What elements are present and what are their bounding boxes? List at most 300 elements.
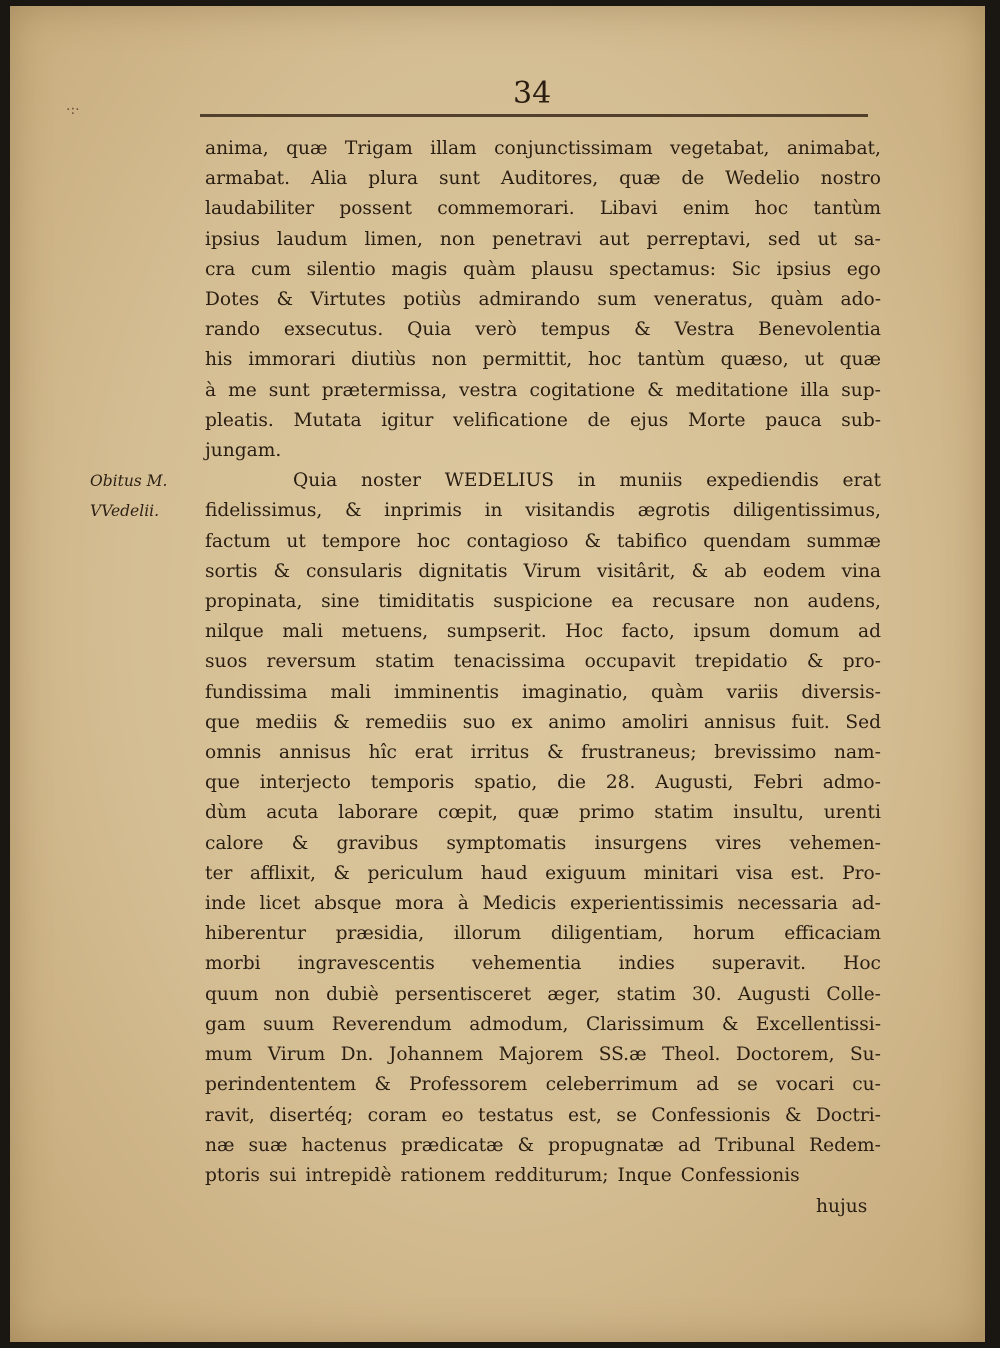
text-word: est, bbox=[568, 1104, 602, 1126]
text-word: Auditores, bbox=[500, 168, 599, 190]
text-word: ut bbox=[804, 349, 824, 371]
text-word: anima, bbox=[205, 138, 269, 159]
text-word: cu- bbox=[852, 1074, 881, 1096]
text-word: hoc bbox=[416, 530, 451, 552]
text-word: Hoc bbox=[843, 953, 881, 975]
text-word: Redem- bbox=[809, 1134, 881, 1156]
text-word: Dotes bbox=[205, 289, 260, 311]
text-word: fidelissimus, bbox=[205, 500, 323, 522]
text-word: dubiè bbox=[326, 983, 379, 1005]
text-word: & bbox=[784, 1104, 802, 1126]
text-word: statim bbox=[375, 651, 435, 673]
text-line bbox=[205, 1161, 881, 1191]
text-word: se bbox=[737, 1074, 758, 1096]
text-word: diligentissimus, bbox=[732, 500, 881, 522]
text-word: Virtutes bbox=[310, 289, 386, 311]
text-word: eodem bbox=[762, 560, 826, 582]
text-word: factum bbox=[205, 530, 271, 552]
text-word: suspicione bbox=[493, 591, 593, 613]
text-word: laborare bbox=[338, 802, 419, 824]
text-word: sui bbox=[268, 1164, 297, 1186]
text-line bbox=[205, 255, 881, 285]
text-word: cogitatione bbox=[529, 379, 636, 401]
text-line bbox=[205, 798, 881, 828]
text-word: timiditatis bbox=[378, 591, 475, 613]
text-word: ipsum bbox=[693, 621, 751, 643]
text-word: nostro bbox=[820, 168, 881, 190]
text-word: enim bbox=[682, 198, 730, 220]
text-line bbox=[205, 1040, 881, 1070]
text-word: ægrotis bbox=[637, 500, 711, 522]
text-word: contagioso bbox=[466, 530, 569, 552]
text-word: non bbox=[753, 591, 789, 613]
text-word: silentio bbox=[306, 258, 376, 280]
text-word: Morte bbox=[687, 409, 746, 431]
text-word: ravit, bbox=[205, 1104, 255, 1126]
header-rule bbox=[200, 114, 868, 117]
text-word: annisus bbox=[278, 742, 351, 764]
text-word: morbi bbox=[205, 953, 261, 975]
text-word: Clarissimum bbox=[585, 1013, 705, 1035]
text-line bbox=[205, 889, 881, 919]
text-word: his bbox=[205, 349, 233, 371]
text-word: reversum bbox=[266, 651, 356, 673]
text-word: propinata, bbox=[205, 591, 303, 613]
text-word: afflixit, bbox=[249, 862, 316, 884]
text-word: Professorem bbox=[409, 1074, 528, 1096]
text-word: sa- bbox=[854, 228, 881, 250]
text-word: plura bbox=[368, 168, 419, 190]
text-word: remediis bbox=[365, 711, 448, 733]
text-word: præsidia, bbox=[335, 923, 425, 945]
text-word: sub- bbox=[841, 409, 881, 431]
text-word: sunt bbox=[439, 168, 480, 190]
text-line bbox=[205, 496, 881, 526]
text-word: domum bbox=[769, 621, 840, 643]
text-word: mali bbox=[282, 621, 324, 643]
text-word: Doctorem, bbox=[735, 1044, 835, 1066]
text-word: acuta bbox=[266, 802, 319, 824]
text-word: sum bbox=[597, 289, 637, 311]
text-word: cum bbox=[250, 258, 292, 280]
text-word: gravibus bbox=[336, 832, 419, 854]
text-word: SS.æ bbox=[598, 1044, 647, 1066]
text-word: vegetabat, bbox=[670, 138, 770, 159]
text-word: æger, bbox=[547, 983, 601, 1005]
text-word: tenacissima bbox=[453, 651, 566, 673]
text-word: Johannem bbox=[388, 1044, 484, 1066]
text-word: Confessionis bbox=[680, 1164, 800, 1186]
text-word: laudum bbox=[276, 228, 348, 250]
text-word: armabat. bbox=[205, 168, 291, 190]
text-word: pro- bbox=[842, 651, 881, 673]
text-word: experientissimis bbox=[569, 893, 724, 915]
text-word: meditatione bbox=[675, 379, 789, 401]
text-word: occupavit bbox=[584, 651, 676, 673]
text-word: Mutata bbox=[293, 409, 362, 431]
text-word: & bbox=[333, 711, 350, 733]
text-word: minitari bbox=[643, 862, 719, 884]
text-word: nilque bbox=[205, 621, 264, 643]
text-line bbox=[205, 859, 881, 889]
text-word: hoc bbox=[587, 349, 622, 371]
text-word: quæ bbox=[517, 802, 560, 824]
text-word: ad bbox=[858, 621, 881, 643]
text-word: die bbox=[557, 772, 586, 794]
text-word: Libavi bbox=[599, 198, 658, 220]
text-word: Augusti bbox=[737, 983, 811, 1005]
text-word: amoliri bbox=[621, 711, 689, 733]
text-word: Alia bbox=[310, 168, 348, 190]
text-word: & bbox=[634, 319, 651, 341]
text-word: que bbox=[205, 711, 240, 733]
text-word: indies bbox=[618, 953, 675, 975]
text-word: audens, bbox=[807, 591, 881, 613]
text-word: insultu, bbox=[733, 802, 804, 824]
text-word: metuens, bbox=[341, 621, 429, 643]
text-word: superavit. bbox=[711, 953, 807, 975]
text-word: urenti bbox=[823, 802, 881, 824]
catchword: hujus bbox=[816, 1196, 868, 1217]
text-word: efficaciam bbox=[784, 923, 881, 945]
text-word: ejus bbox=[630, 409, 669, 431]
text-word: vires bbox=[715, 832, 762, 854]
text-word: & bbox=[291, 832, 309, 854]
text-word: plausu bbox=[531, 258, 594, 280]
text-line bbox=[205, 436, 881, 466]
text-line bbox=[205, 527, 881, 557]
text-line bbox=[205, 949, 881, 979]
page-number: 34 bbox=[513, 76, 552, 111]
text-word: & bbox=[374, 1074, 391, 1096]
text-word: fundissima bbox=[205, 681, 308, 703]
text-word: sumpserit. bbox=[446, 621, 547, 643]
text-word: visa bbox=[736, 862, 774, 884]
text-word: celeberrimum bbox=[545, 1074, 678, 1096]
text-word: fuit. bbox=[791, 711, 830, 733]
text-word: Virum bbox=[523, 560, 581, 582]
text-word: diligentiam, bbox=[550, 923, 664, 945]
text-line bbox=[205, 980, 881, 1010]
text-word: non bbox=[274, 983, 310, 1005]
text-word: immorari bbox=[248, 349, 336, 371]
text-word: perindententem bbox=[205, 1074, 357, 1096]
text-word: Sic bbox=[731, 258, 761, 280]
text-word: exiguum bbox=[545, 862, 627, 884]
margin-note-line: Obitus M. bbox=[90, 472, 168, 490]
text-word: & bbox=[806, 651, 824, 673]
text-word: tempus bbox=[540, 319, 611, 341]
text-word: testatus bbox=[477, 1104, 554, 1126]
text-word: dignitatis bbox=[418, 560, 508, 582]
text-line bbox=[205, 1010, 881, 1040]
text-word: Majorem bbox=[498, 1044, 584, 1066]
text-word: sine bbox=[321, 591, 360, 613]
text-word: muniis bbox=[619, 470, 683, 492]
text-word: diutiùs bbox=[351, 349, 416, 371]
text-word: disertéq; bbox=[269, 1104, 354, 1126]
text-word: ea bbox=[611, 591, 634, 613]
text-word: imminentis bbox=[393, 681, 500, 703]
text-word: Excellentissi- bbox=[755, 1013, 881, 1035]
text-word: prædicatæ bbox=[400, 1134, 504, 1156]
text-word: periculum bbox=[367, 862, 464, 884]
text-word: pauca bbox=[765, 409, 822, 431]
text-word: vestra bbox=[459, 379, 518, 401]
text-line bbox=[205, 406, 881, 436]
margin-note-line: VVedelii. bbox=[90, 502, 160, 520]
text-word: quendam bbox=[703, 530, 791, 552]
text-word: erat bbox=[842, 470, 881, 492]
body-text bbox=[205, 134, 881, 1191]
text-word: permittit, bbox=[482, 349, 573, 371]
text-word: sup- bbox=[841, 379, 881, 401]
text-line bbox=[205, 225, 881, 255]
text-line bbox=[205, 708, 881, 738]
text-word: suum bbox=[263, 1013, 315, 1035]
text-line bbox=[205, 164, 881, 194]
text-word: quæ bbox=[839, 349, 881, 371]
text-word: commemorari. bbox=[437, 198, 575, 220]
text-word: tabifico bbox=[616, 530, 688, 552]
text-word: exsecutus. bbox=[283, 319, 384, 341]
text-word: mum bbox=[205, 1044, 253, 1066]
text-word: Benevolentia bbox=[758, 319, 881, 341]
text-word: rationem bbox=[400, 1164, 486, 1186]
text-word: & bbox=[647, 379, 664, 401]
text-word: ipsius bbox=[776, 258, 832, 280]
text-word: næ bbox=[205, 1134, 235, 1156]
text-word: trepidatio bbox=[694, 651, 788, 673]
text-word: & bbox=[721, 1013, 739, 1035]
text-word: absque bbox=[314, 893, 382, 915]
text-word: inprimis bbox=[384, 500, 462, 522]
text-word: Pro- bbox=[842, 862, 881, 884]
text-word: est. bbox=[790, 862, 825, 884]
text-line bbox=[205, 587, 881, 617]
text-word: Theol. bbox=[662, 1044, 721, 1066]
text-word: quàm bbox=[651, 681, 704, 703]
text-word: pleatis. bbox=[205, 409, 274, 431]
text-word: non bbox=[431, 349, 467, 371]
book-page bbox=[10, 6, 985, 1342]
text-word: tantùm bbox=[813, 198, 881, 220]
text-word: verò bbox=[475, 319, 517, 341]
text-word: à bbox=[205, 379, 217, 401]
text-word: Febri bbox=[753, 772, 803, 794]
text-word: licet bbox=[259, 893, 301, 915]
text-word: vehemen- bbox=[789, 832, 881, 854]
text-word: velificatione bbox=[452, 409, 568, 431]
text-line bbox=[205, 1131, 881, 1161]
text-word: vehementia bbox=[471, 953, 582, 975]
text-word: Trigam bbox=[344, 138, 413, 159]
text-word: Vestra bbox=[674, 319, 735, 341]
text-word: calore bbox=[205, 832, 264, 854]
text-word: coram bbox=[367, 1104, 427, 1126]
text-word: hoc bbox=[754, 198, 789, 220]
text-word: non bbox=[439, 228, 476, 250]
text-word: Inque bbox=[617, 1164, 672, 1186]
text-word: admodum, bbox=[469, 1013, 569, 1035]
text-word: ex bbox=[511, 711, 533, 733]
text-word: & bbox=[691, 560, 709, 582]
text-word: sunt bbox=[268, 379, 310, 401]
text-word: Confessionis bbox=[651, 1104, 771, 1126]
text-word: spatio, bbox=[474, 772, 538, 794]
text-line bbox=[205, 557, 881, 587]
text-word: noster bbox=[360, 470, 422, 492]
text-word: ab bbox=[723, 560, 747, 582]
page-edge-mark: ·:· bbox=[66, 102, 80, 118]
text-word: consularis bbox=[305, 560, 403, 582]
text-word: tantùm bbox=[637, 349, 705, 371]
text-word: WEDELIUS bbox=[444, 470, 555, 492]
text-word: ado- bbox=[840, 289, 881, 311]
text-word: Hoc bbox=[565, 621, 604, 643]
text-word: Colle- bbox=[826, 983, 881, 1005]
text-word: redditurum; bbox=[494, 1164, 609, 1186]
text-line bbox=[205, 466, 881, 496]
text-word: mali bbox=[330, 681, 371, 703]
text-word: & bbox=[333, 862, 350, 884]
text-word: quæso, bbox=[720, 349, 789, 371]
text-word: suo bbox=[462, 711, 496, 733]
text-word: cœpit, bbox=[437, 802, 498, 824]
text-word: conjunctissimam bbox=[494, 138, 653, 159]
text-line bbox=[205, 919, 881, 949]
text-word: perreptavi, bbox=[646, 228, 752, 250]
text-word: magis bbox=[391, 258, 448, 280]
text-word: haud bbox=[480, 862, 528, 884]
text-line bbox=[205, 1101, 881, 1131]
text-word: hiberentur bbox=[205, 923, 307, 945]
text-word: Sed bbox=[845, 711, 881, 733]
text-word: rando bbox=[205, 319, 261, 341]
text-line bbox=[205, 768, 881, 798]
text-word: & bbox=[546, 742, 564, 764]
text-word: imaginatio, bbox=[521, 681, 629, 703]
text-word: hîc bbox=[368, 742, 397, 764]
text-word: 30. bbox=[692, 983, 722, 1005]
text-word: irritus bbox=[470, 742, 530, 764]
text-word: Quia bbox=[293, 470, 338, 492]
text-word: statim bbox=[616, 983, 676, 1005]
text-line bbox=[205, 315, 881, 345]
text-word: Augusti, bbox=[655, 772, 734, 794]
text-word: admirando bbox=[478, 289, 581, 311]
text-word: quæ bbox=[286, 138, 328, 159]
text-word: necessaria bbox=[737, 893, 838, 915]
text-word: ad- bbox=[851, 893, 881, 915]
text-word: de bbox=[681, 168, 705, 190]
margin-note bbox=[90, 466, 200, 526]
text-word: potiùs bbox=[403, 289, 462, 311]
text-word: ut bbox=[817, 228, 837, 250]
text-line bbox=[205, 345, 881, 375]
text-word: sed bbox=[768, 228, 801, 250]
text-word: statim bbox=[654, 802, 714, 824]
text-word: 28. bbox=[605, 772, 636, 794]
text-word: me bbox=[228, 379, 257, 401]
text-word: penetravi bbox=[492, 228, 582, 250]
text-word: mediis bbox=[255, 711, 318, 733]
text-word: dùm bbox=[205, 802, 247, 824]
text-word: ut bbox=[286, 530, 306, 552]
text-word: interjecto bbox=[259, 772, 351, 794]
text-word: & bbox=[584, 530, 601, 552]
text-word: suos bbox=[205, 651, 248, 673]
text-word: sortis bbox=[205, 560, 258, 582]
text-word: vina bbox=[841, 560, 881, 582]
text-word: ad bbox=[696, 1074, 720, 1096]
text-word: ingravescentis bbox=[297, 953, 435, 975]
text-line bbox=[205, 617, 881, 647]
text-word: illa bbox=[800, 379, 830, 401]
text-word: omnis bbox=[205, 742, 262, 764]
text-word: diversis- bbox=[801, 681, 881, 703]
text-word: erat bbox=[414, 742, 454, 764]
text-word: expediendis bbox=[706, 470, 819, 492]
text-word: ter bbox=[205, 862, 233, 884]
text-word: cra bbox=[205, 258, 236, 280]
text-word: se bbox=[616, 1104, 637, 1126]
text-line bbox=[205, 134, 881, 164]
text-word: variis bbox=[726, 681, 779, 703]
text-word: veneratus, bbox=[653, 289, 754, 311]
text-word: Virum bbox=[267, 1044, 326, 1066]
text-word: que bbox=[205, 772, 240, 794]
text-word: nam- bbox=[833, 742, 881, 764]
text-line bbox=[205, 285, 881, 315]
text-word: quàm bbox=[462, 258, 516, 280]
text-word: primo bbox=[578, 802, 635, 824]
text-word: eo bbox=[441, 1104, 464, 1126]
text-word: animo bbox=[548, 711, 607, 733]
text-word: frustraneus; bbox=[581, 742, 697, 764]
text-word: visitârit, bbox=[596, 560, 676, 582]
text-line bbox=[205, 194, 881, 224]
text-word: Su- bbox=[849, 1044, 881, 1066]
text-word: & bbox=[344, 500, 362, 522]
text-line bbox=[205, 678, 881, 708]
text-word: Dn. bbox=[340, 1044, 374, 1066]
text-word: illam bbox=[430, 138, 477, 159]
text-word: intrepidè bbox=[305, 1164, 392, 1186]
text-word: hactenus bbox=[301, 1134, 387, 1156]
text-word: visitandis bbox=[525, 500, 616, 522]
text-word: annisus bbox=[703, 711, 776, 733]
text-word: inde bbox=[205, 893, 246, 915]
text-word: laudabiliter bbox=[205, 198, 315, 220]
text-line bbox=[205, 1070, 881, 1100]
text-word: possent bbox=[339, 198, 412, 220]
text-word: persentisceret bbox=[395, 983, 532, 1005]
text-word: Doctri- bbox=[815, 1104, 881, 1126]
text-word: temporis bbox=[370, 772, 455, 794]
text-word: de bbox=[587, 409, 611, 431]
text-word: Medicis bbox=[482, 893, 557, 915]
text-word: tempore bbox=[321, 530, 401, 552]
text-word: Reverendum bbox=[331, 1013, 452, 1035]
text-line bbox=[205, 376, 881, 406]
text-word: animabat, bbox=[786, 138, 881, 159]
text-word: in bbox=[577, 470, 596, 492]
text-word: spectamus: bbox=[609, 258, 717, 280]
text-word: Quia bbox=[407, 319, 452, 341]
text-word: brevissimo bbox=[714, 742, 817, 764]
text-word: prætermissa, bbox=[321, 379, 447, 401]
